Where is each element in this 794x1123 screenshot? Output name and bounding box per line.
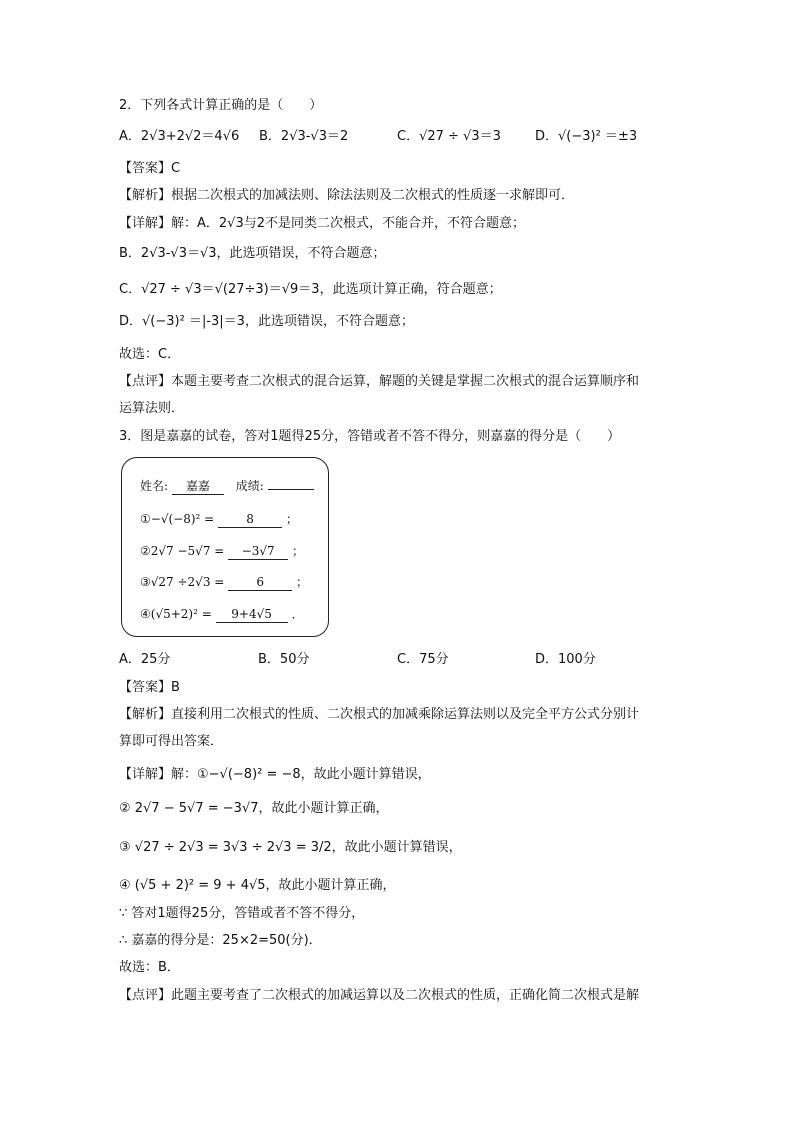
- paper-item-end: ；: [291, 544, 304, 558]
- q3-analysis-line: 算即可得出答案．: [119, 734, 224, 749]
- paper-item-expr: ②2√7 −5√7 =: [140, 544, 225, 558]
- paper-item-answer: 8: [218, 512, 282, 528]
- paper-item-expr: ①−√(−8)² =: [140, 512, 215, 526]
- q3-detail-line: ② 2√7 − 5√7 = −3√7，故此小题计算正确，: [119, 801, 389, 816]
- q2-answer: 【答案】C: [119, 161, 181, 176]
- q3-option-c: C．75分: [397, 652, 449, 667]
- q3-comment: 【点评】此题主要考查了二次根式的加减运算以及二次根式的性质，正确化简二次根式是解: [119, 988, 640, 1003]
- score-blank: [268, 474, 314, 490]
- q3-detail-line: ∴ 嘉嘉的得分是：25×2=50(分)．: [119, 933, 322, 948]
- paper-item: [140, 605, 303, 623]
- q2-options: [119, 128, 679, 146]
- q2-detail-line: C．√27 ÷ √3＝√(27÷3)＝√9＝3，此选项计算正确，符合题意；: [119, 282, 502, 297]
- test-paper-box: [121, 457, 329, 637]
- q2-option-b: B．2√3-√3＝2: [259, 129, 349, 144]
- q3-option-a: A．25分: [119, 652, 171, 667]
- q3-option-d: D．100分: [535, 652, 596, 667]
- score-label: 成绩:: [235, 479, 264, 493]
- paper-item: [140, 510, 298, 528]
- paper-item-answer: 6: [228, 575, 292, 591]
- paper-item-end: ．: [291, 607, 304, 621]
- paper-header: [140, 474, 314, 495]
- paper-item-expr: ④(√5+2)² =: [140, 607, 212, 621]
- q3-analysis-line: 【解析】直接利用二次根式的性质、二次根式的加减乘除运算法则以及完全平方公式分别计: [119, 707, 640, 722]
- q2-option-a: A．2√3+2√2＝4√6: [119, 129, 240, 144]
- paper-item-expr: ③√27 ÷2√3 =: [140, 575, 225, 589]
- paper-item-answer: −3√7: [228, 544, 288, 560]
- q2-option-d: D．√(−3)² ＝±3: [535, 129, 638, 144]
- q3-options: [119, 651, 679, 669]
- q3-stem: 3．图是嘉嘉的试卷，答对1题得25分，答错或者不答不得分，则嘉嘉的得分是（ ）: [119, 429, 621, 444]
- q3-detail-line: ∵ 答对1题得25分，答错或者不答不得分，: [119, 906, 365, 921]
- paper-item-answer: 9+4√5: [216, 607, 288, 623]
- name-value: 嘉嘉: [172, 479, 224, 495]
- q2-detail-line: D．√(−3)² ＝|-3|＝3，此选项错误，不符合题意；: [119, 314, 414, 329]
- q2-detail-line: B．2√3-√3＝√3，此选项错误，不符合题意；: [119, 246, 386, 261]
- q2-stem: 2．下列各式计算正确的是（ ）: [119, 98, 323, 113]
- q3-conclusion: 故选：B．: [119, 960, 180, 975]
- name-label: 姓名:: [140, 479, 169, 493]
- q2-comment-line: 运算法则．: [119, 401, 185, 416]
- q3-answer: 【答案】B: [119, 680, 180, 695]
- q2-option-c: C．√27 ÷ √3＝3: [397, 129, 501, 144]
- q3-detail-line: ③ √27 ÷ 2√3 = 3√3 ÷ 2√3 = 3/2，故此小题计算错误，: [119, 840, 462, 855]
- q3-detail-line: ④ (√5 + 2)² = 9 + 4√5，故此小题计算正确，: [119, 878, 396, 893]
- q2-detail-line: 【详解】解：A．2√3与2不是同类二次根式，不能合并，不符合题意；: [119, 216, 525, 231]
- q2-comment-line: 【点评】本题主要考查二次根式的混合运算，解题的关键是掌握二次根式的混合运算顺序和: [119, 374, 640, 389]
- q3-detail-line: 【详解】解：①−√(−8)² = −8，故此小题计算错误，: [119, 767, 431, 782]
- paper-item: [140, 542, 304, 560]
- paper-item-end: ；: [285, 512, 298, 526]
- q2-conclusion: 故选：C．: [119, 347, 181, 362]
- q2-analysis: 【解析】根据二次根式的加减法则、除法法则及二次根式的性质逐一求解即可．: [119, 188, 575, 203]
- q3-option-b: B．50分: [258, 652, 310, 667]
- paper-item: [140, 573, 308, 591]
- paper-item-end: ；: [295, 575, 308, 589]
